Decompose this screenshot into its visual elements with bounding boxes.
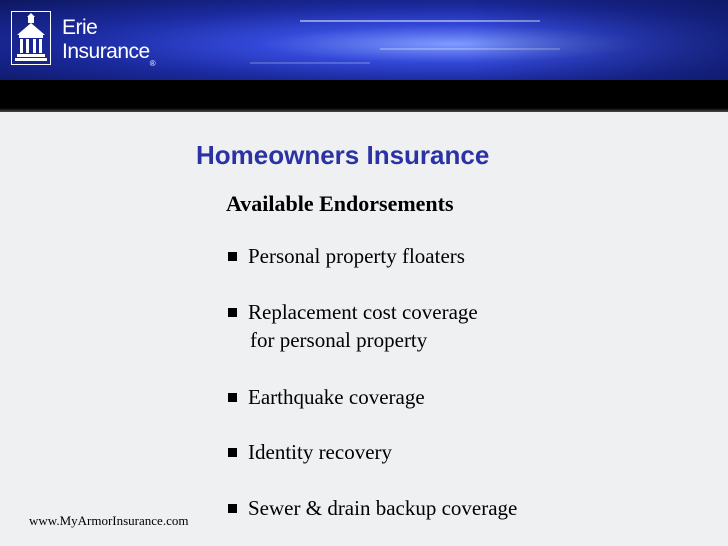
bullet-text: Replacement cost coverage (248, 300, 478, 324)
bullet-text-continuation: for personal property (250, 328, 428, 352)
bullet-square-icon (228, 252, 237, 261)
header-glow (468, 0, 728, 80)
bullet-item (228, 242, 465, 270)
light-streak (250, 62, 370, 64)
slide-subtitle: Available Endorsements (226, 191, 454, 216)
bullet-item (228, 438, 392, 466)
header-black-bar (0, 80, 728, 112)
erie-insurance-logo (11, 11, 161, 69)
bullet-square-icon (228, 393, 237, 402)
bullet-text: Personal property floaters (248, 244, 465, 268)
bullet-item (228, 383, 425, 411)
bullet-text: Earthquake coverage (248, 385, 425, 409)
bullet-text: Sewer & drain backup coverage (248, 496, 518, 520)
bullet-text: Identity recovery (248, 440, 393, 464)
bullet-square-icon (228, 504, 237, 513)
logo-wordmark (62, 16, 156, 68)
header-banner (0, 0, 728, 80)
registered-mark: ® (149, 59, 156, 68)
bullet-item (228, 298, 478, 354)
logo-line-erie: Erie (62, 16, 98, 39)
building-logo-icon (11, 11, 51, 65)
bullet-square-icon (228, 308, 237, 317)
bullet-item (228, 494, 517, 522)
bullet-square-icon (228, 448, 237, 457)
logo-insurance-text: Insurance (62, 40, 150, 63)
logo-line-insurance (62, 40, 156, 68)
slide-title: Homeowners Insurance (196, 140, 490, 170)
footer-url: www.MyArmorInsurance.com (29, 513, 189, 528)
